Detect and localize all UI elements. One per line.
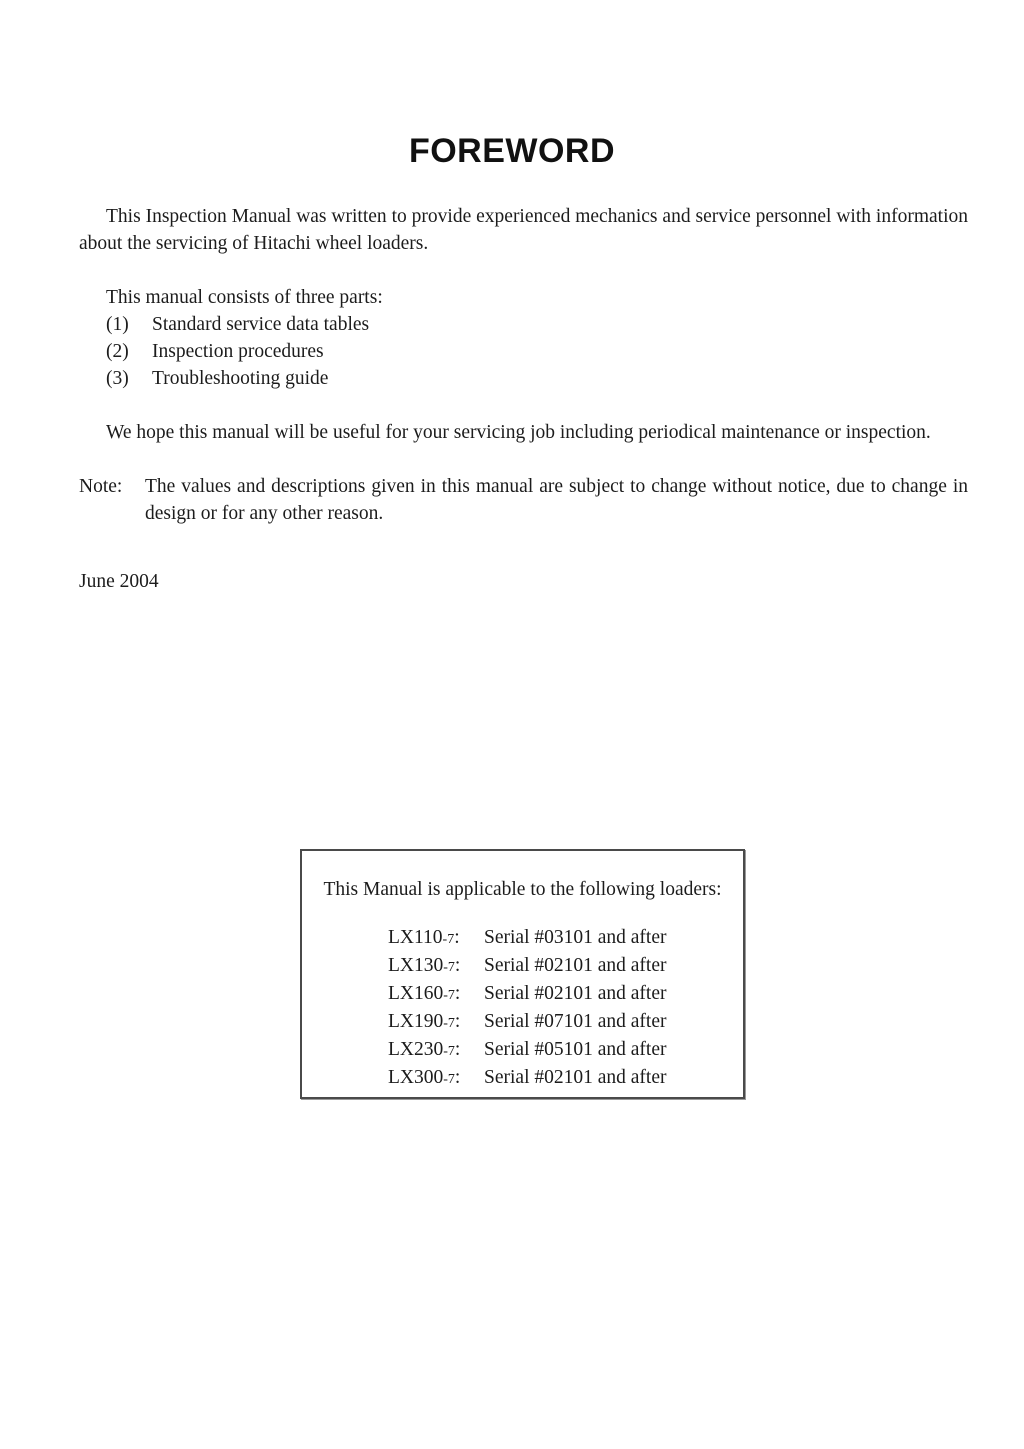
list-item-number: (3) xyxy=(106,368,129,389)
model-name xyxy=(388,1065,484,1093)
model-base: LX300 xyxy=(388,1067,444,1088)
intro-paragraph: This Inspection Manual was written to provide experienced mechanics and service personnel with information about the servicing of Hitachi wheel loaders. xyxy=(79,206,968,254)
model-colon: : xyxy=(454,927,460,948)
model-colon: : xyxy=(454,955,461,976)
model-suffix: -7 xyxy=(443,1044,455,1059)
list-item xyxy=(106,338,968,365)
table-row xyxy=(302,1065,743,1093)
table-row xyxy=(302,1009,743,1037)
model-base: LX190 xyxy=(388,1011,444,1032)
table-row xyxy=(302,925,743,953)
list-item-label: Troubleshooting guide xyxy=(152,368,329,389)
serial-range: Serial #05101 and after xyxy=(484,1039,667,1060)
spacer xyxy=(106,392,968,419)
page-title: FOREWORD xyxy=(408,132,616,170)
serial-range: Serial #02101 and after xyxy=(484,1067,667,1088)
model-base: LX230 xyxy=(388,1039,444,1060)
list-item xyxy=(106,365,968,392)
model-name xyxy=(388,1037,484,1065)
model-suffix: -7 xyxy=(443,960,455,975)
model-colon: : xyxy=(454,1039,461,1060)
model-name xyxy=(388,981,484,1009)
note-section xyxy=(79,473,968,527)
list-item xyxy=(106,311,968,338)
model-base: LX160 xyxy=(388,983,444,1004)
model-name xyxy=(388,1009,484,1037)
note-text: The values and descriptions given in this manual are subject to change without notice, due to change in design or for any other reason. xyxy=(145,476,968,524)
model-name xyxy=(388,953,484,981)
model-suffix: -7 xyxy=(443,1072,455,1087)
model-base: LX110 xyxy=(388,927,443,948)
closing-paragraph: We hope this manual will be useful for your servicing job including periodical maintenance or inspection. xyxy=(106,422,931,443)
model-colon: : xyxy=(454,1067,461,1088)
model-name xyxy=(388,925,484,953)
model-base: LX130 xyxy=(388,955,444,976)
serial-range: Serial #02101 and after xyxy=(484,955,667,976)
table-row xyxy=(302,981,743,1009)
model-colon: : xyxy=(454,1011,461,1032)
spacer xyxy=(79,554,968,568)
model-colon: : xyxy=(454,983,461,1004)
model-suffix: -7 xyxy=(442,932,455,947)
applicability-box xyxy=(300,849,745,1099)
applicability-heading: This Manual is applicable to the following loaders: xyxy=(323,879,722,900)
serial-range: Serial #02101 and after xyxy=(484,983,667,1004)
table-row xyxy=(302,1037,743,1065)
list-item-label: Inspection procedures xyxy=(152,341,324,362)
publication-date: June 2004 xyxy=(79,571,159,592)
document-body xyxy=(79,203,968,595)
parts-list xyxy=(106,311,968,392)
spacer xyxy=(79,446,968,473)
model-suffix: -7 xyxy=(443,988,455,1003)
model-suffix: -7 xyxy=(443,1016,455,1031)
serial-range: Serial #07101 and after xyxy=(484,1011,667,1032)
list-item-number: (2) xyxy=(106,341,129,362)
parts-section xyxy=(79,284,968,446)
serial-range: Serial #03101 and after xyxy=(484,927,667,948)
parts-intro: This manual consists of three parts: xyxy=(106,287,383,308)
note-label: Note: xyxy=(79,476,123,497)
applicable-models-list xyxy=(302,925,743,1093)
list-item-label: Standard service data tables xyxy=(152,314,370,335)
list-item-number: (1) xyxy=(106,314,129,335)
table-row xyxy=(302,953,743,981)
spacer xyxy=(79,257,968,284)
spacer xyxy=(79,527,968,554)
